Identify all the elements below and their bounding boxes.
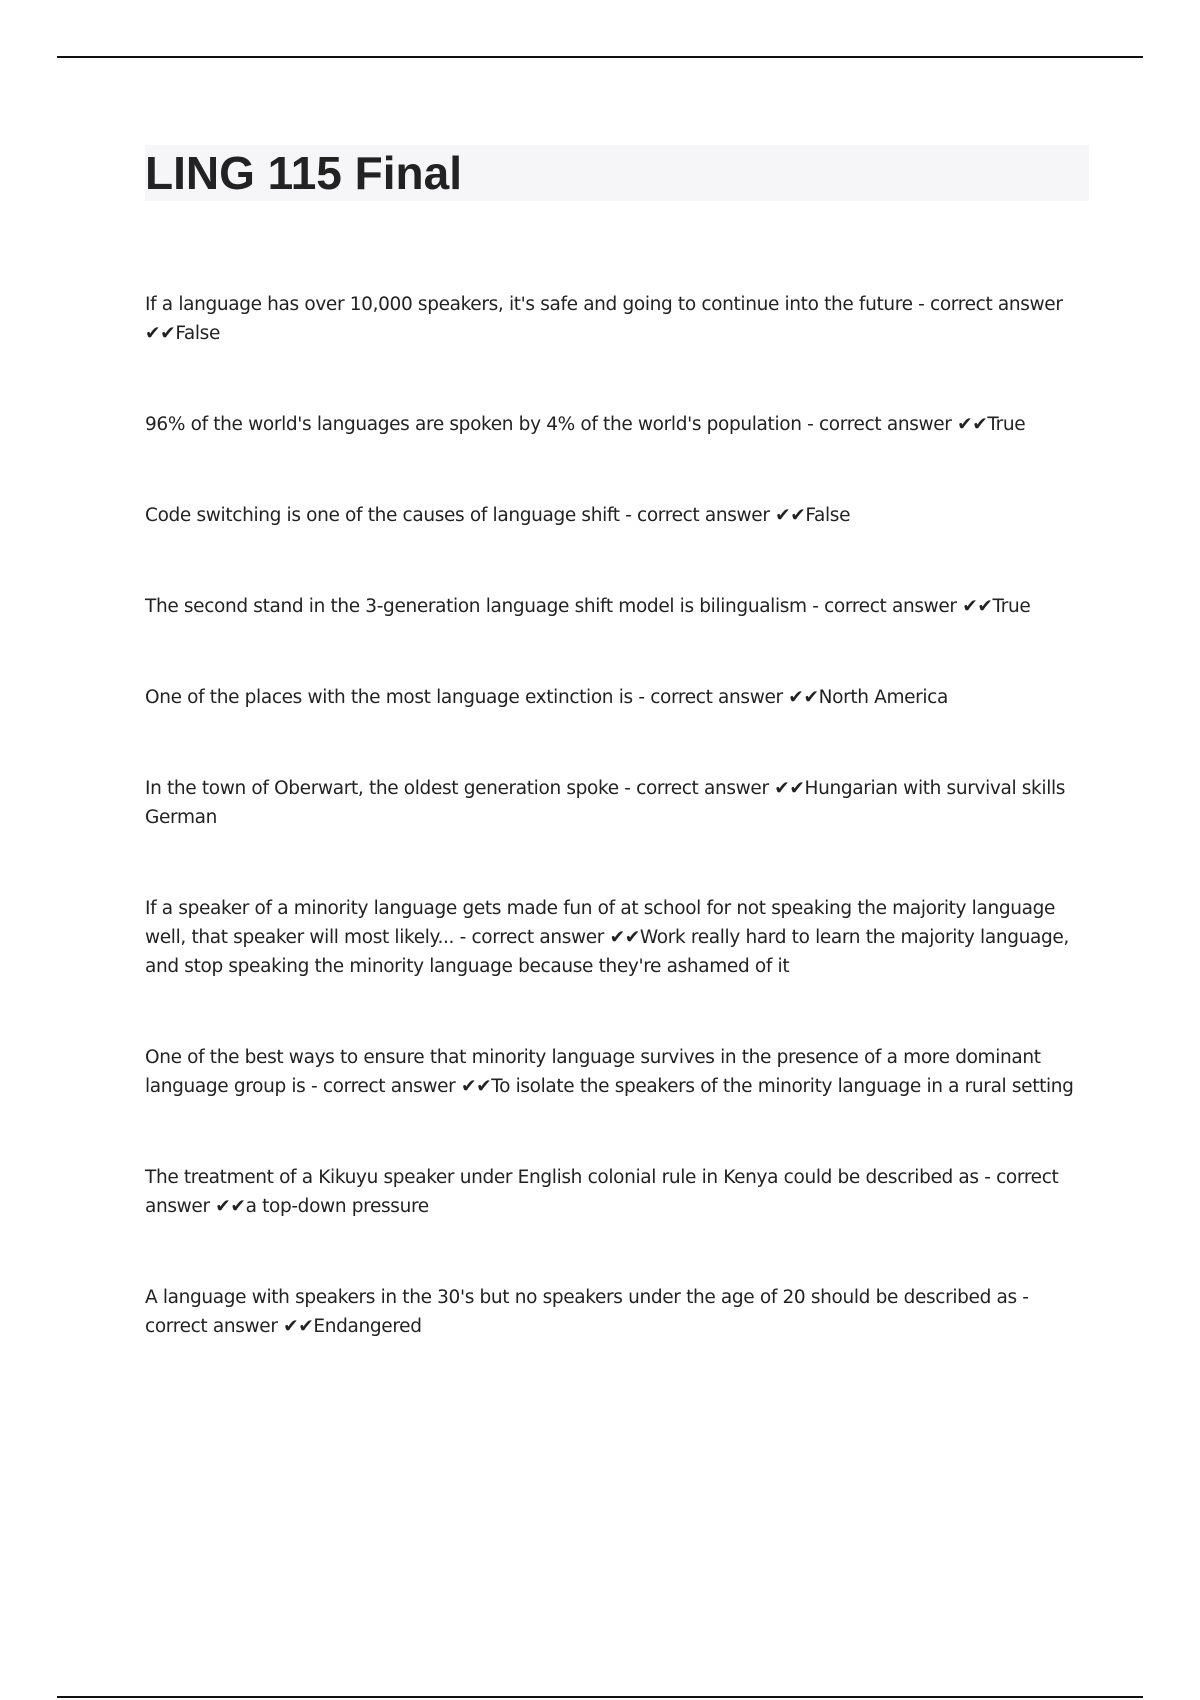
top-rule	[57, 56, 1143, 58]
question-text: The treatment of a Kikuyu speaker under English colonial rule in Kenya could be described as	[145, 1167, 979, 1188]
answer-text: North America	[818, 687, 948, 708]
answer-marker: correct answer ✔✔	[322, 1076, 492, 1097]
question-text: If a speaker of a minority language gets made fun of at school for not speaking the majority language well, that speaker will most likely...	[145, 898, 1056, 948]
qa-item	[145, 1043, 1085, 1101]
separator: -	[801, 414, 819, 435]
answer-marker: correct answer ✔✔	[471, 927, 640, 948]
answer-text: Hungarian with survival skills German	[145, 778, 1066, 828]
question-text: 96% of the world's languages are spoken by 4% of the world's population	[145, 414, 802, 435]
qa-item	[145, 1163, 1085, 1221]
qa-item	[145, 1283, 1085, 1341]
bottom-rule	[57, 1696, 1143, 1698]
qa-item	[145, 592, 1085, 621]
separator: -	[806, 596, 825, 617]
answer-marker: correct answer ✔✔	[818, 414, 988, 435]
answer-text: a top-down pressure	[245, 1196, 429, 1217]
answer-marker: correct answer ✔✔	[650, 687, 819, 708]
separator: -	[912, 294, 931, 315]
separator: -	[305, 1076, 323, 1097]
question-list	[145, 290, 1085, 1403]
question-text: Code switching is one of the causes of language shift	[145, 505, 620, 526]
question-text: The second stand in the 3-generation language shift model is bilingualism	[145, 596, 807, 617]
qa-item	[145, 894, 1085, 981]
qa-item	[145, 410, 1085, 439]
answer-text: Work really hard to learn the majority language, and stop speaking the minority language because they're ashamed of it	[145, 927, 1069, 977]
qa-item	[145, 774, 1085, 832]
answer-text: Endangered	[313, 1316, 422, 1337]
separator: -	[1016, 1287, 1029, 1308]
answer-marker: correct answer ✔✔	[637, 505, 806, 526]
answer-marker: correct answer ✔✔	[824, 596, 993, 617]
answer-marker: correct answer ✔✔	[636, 778, 805, 799]
answer-marker: correct answer ✔✔	[145, 1167, 1059, 1217]
separator: -	[632, 687, 651, 708]
question-text: One of the places with the most language extinction is	[145, 687, 633, 708]
question-text: If a language has over 10,000 speakers, it's safe and going to continue into the future	[145, 294, 913, 315]
answer-marker: correct answer ✔✔	[145, 294, 1063, 344]
answer-marker: correct answer ✔✔	[145, 1316, 314, 1337]
question-text: A language with speakers in the 30's but no speakers under the age of 20 should be described as	[145, 1287, 1017, 1308]
answer-text: To isolate the speakers of the minority language in a rural setting	[491, 1076, 1074, 1097]
answer-text: False	[175, 323, 221, 344]
answer-text: False	[805, 505, 851, 526]
document-title: LING 115 Final	[145, 147, 462, 199]
answer-text: True	[987, 414, 1026, 435]
question-text: In the town of Oberwart, the oldest generation spoke	[145, 778, 619, 799]
qa-item	[145, 290, 1085, 348]
separator: -	[454, 927, 472, 948]
separator: -	[619, 505, 637, 526]
qa-item	[145, 501, 1085, 530]
separator: -	[978, 1167, 997, 1188]
qa-item	[145, 683, 1085, 712]
question-text: One of the best ways to ensure that minority language survives in the presence of a more dominant language group is	[145, 1047, 1041, 1097]
separator: -	[618, 778, 637, 799]
answer-text: True	[992, 596, 1031, 617]
